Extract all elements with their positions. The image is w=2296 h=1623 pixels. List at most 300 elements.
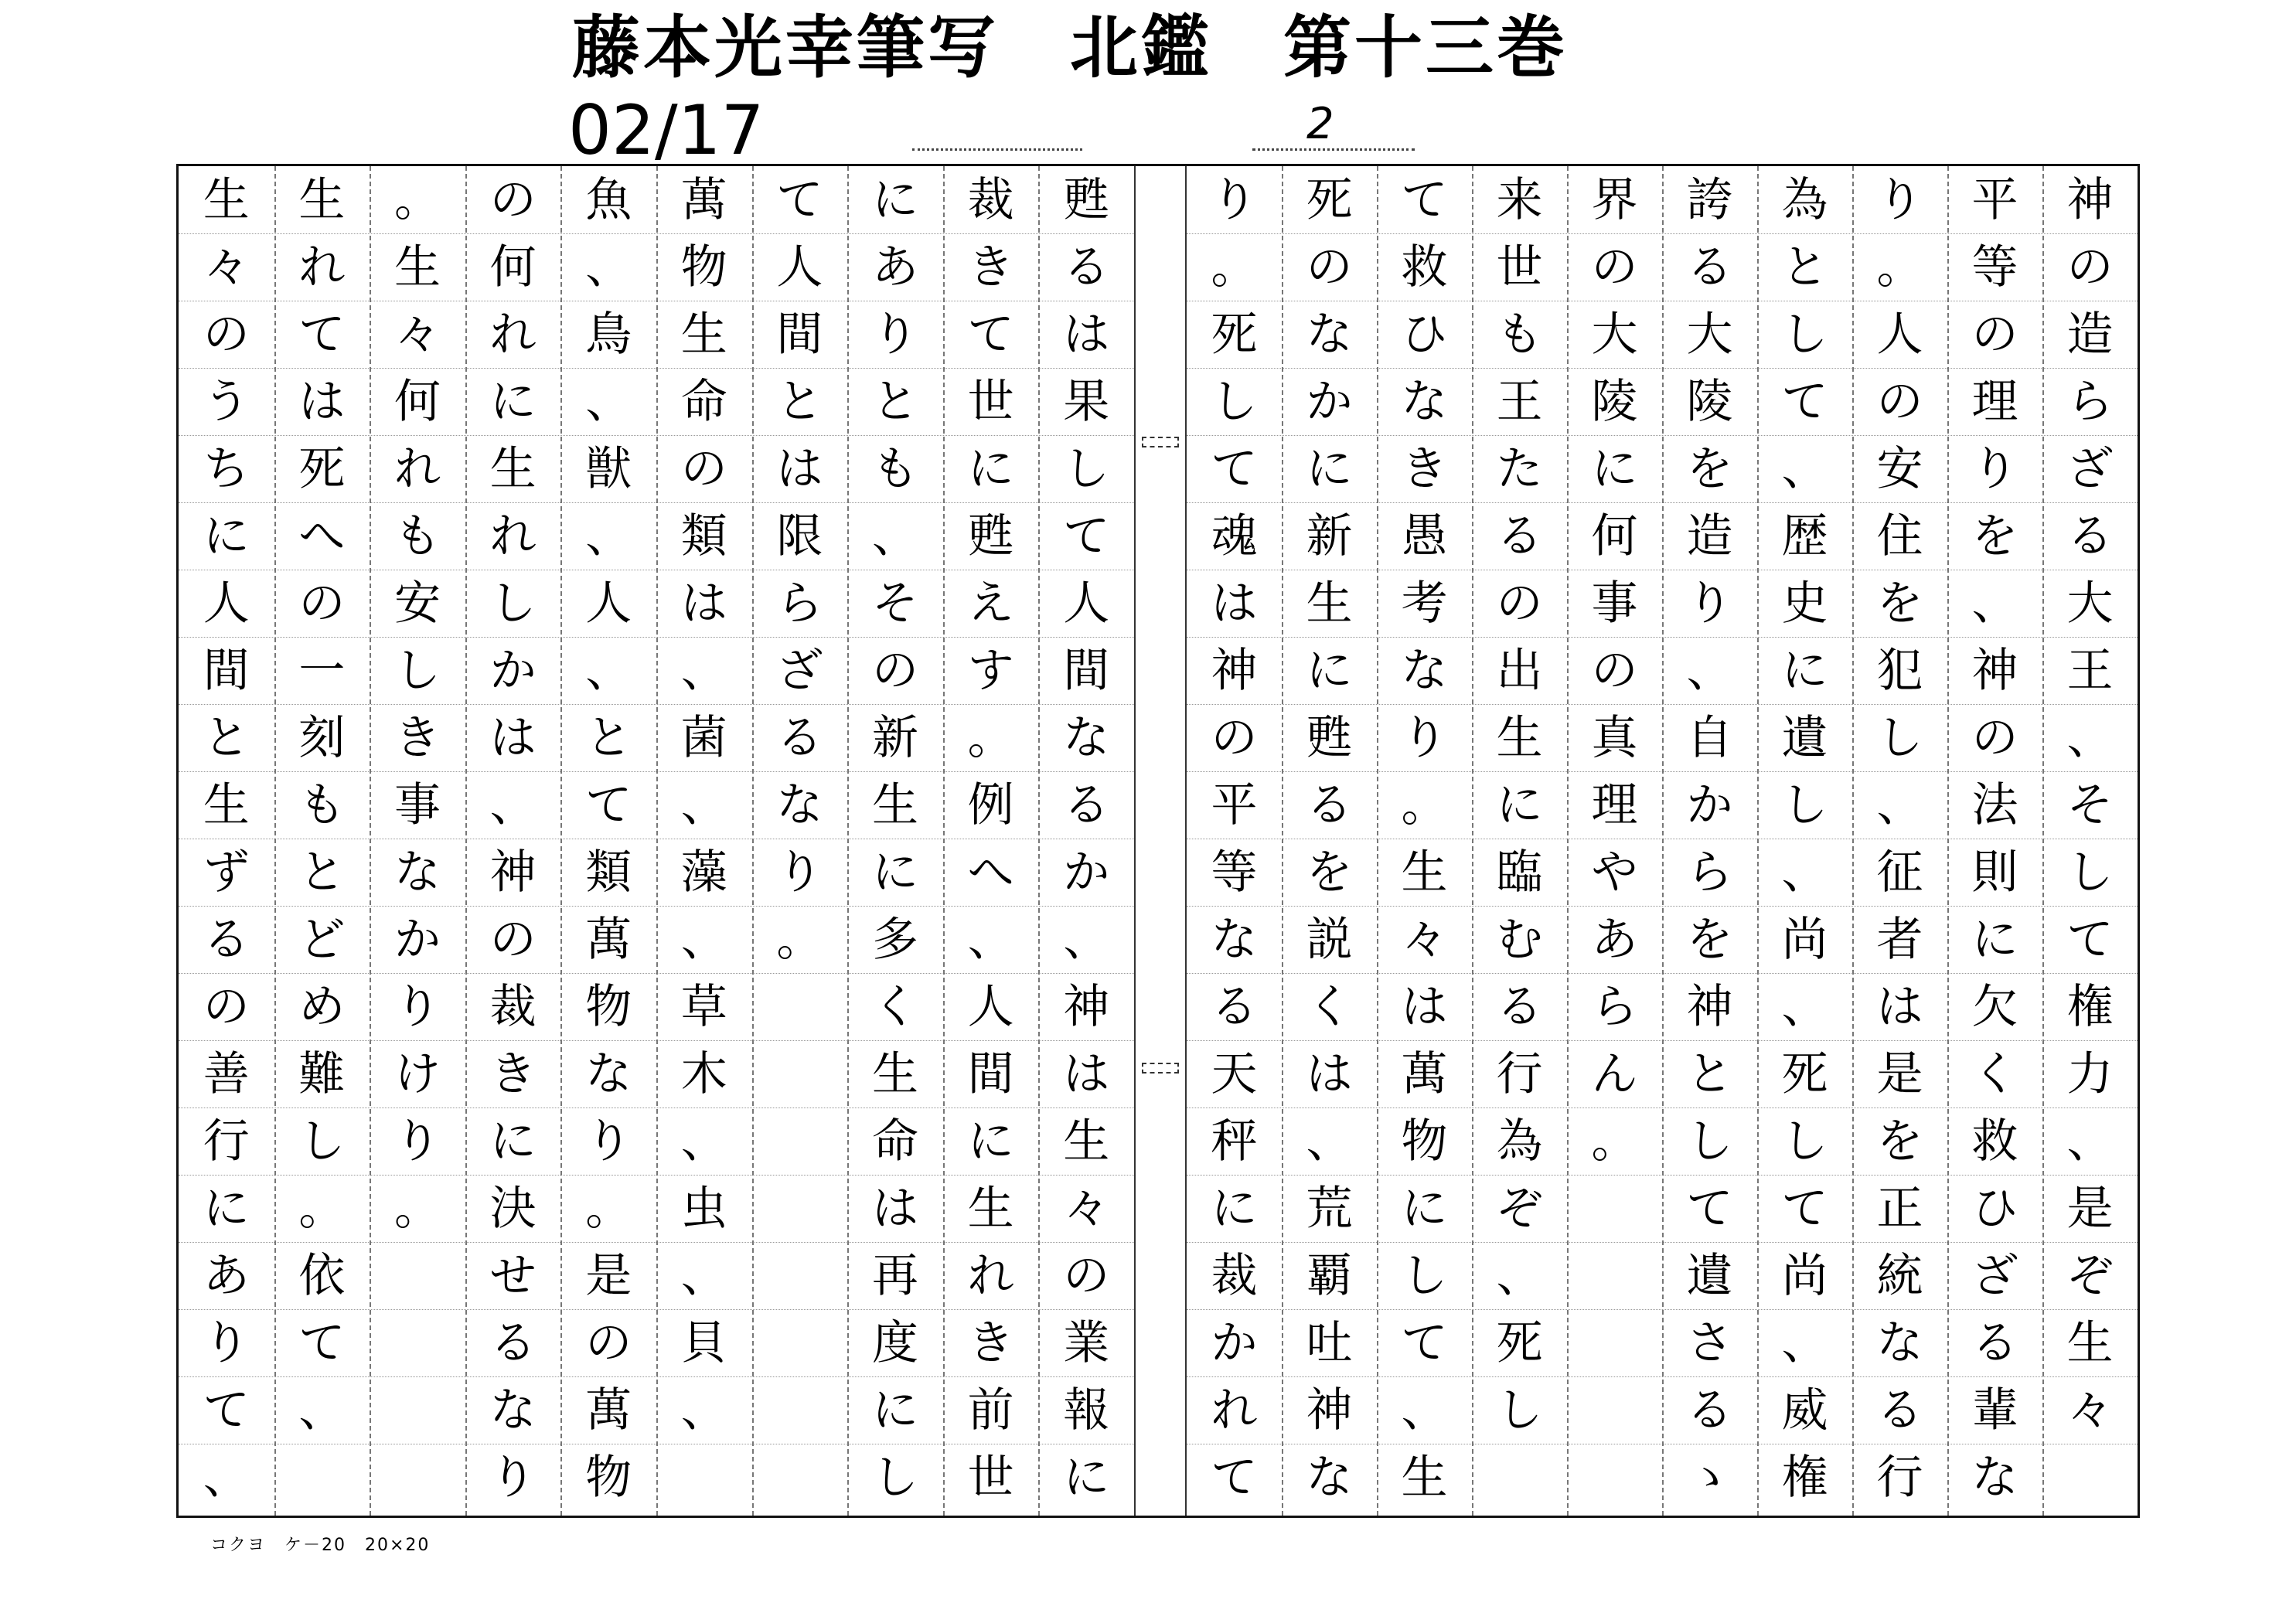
manuscript-cell: 人 — [1876, 307, 1923, 362]
manuscript-cell: て — [2066, 912, 2114, 967]
manuscript-cell: せ — [489, 1248, 537, 1303]
manuscript-cell — [1472, 1444, 1567, 1511]
manuscript-cell: ゝ — [1686, 1450, 1733, 1505]
manuscript-cell: と — [298, 845, 346, 900]
manuscript-cell: ひ — [1401, 307, 1448, 362]
manuscript-cell: な — [585, 1046, 632, 1101]
manuscript-cell: 、 — [680, 777, 727, 832]
manuscript-cell: る — [1496, 979, 1543, 1034]
manuscript-cell: る — [1211, 979, 1258, 1034]
manuscript-cell: 生 — [871, 777, 918, 832]
manuscript-cell: 、 — [1876, 777, 1923, 832]
manuscript-cell: 生 — [1306, 576, 1353, 631]
manuscript-cell: に — [1781, 643, 1828, 698]
manuscript-cell — [656, 1444, 752, 1511]
manuscript-cell: 行 — [1496, 1046, 1543, 1101]
manuscript-cell: す — [967, 643, 1014, 698]
manuscript-cell: を — [1686, 912, 1733, 967]
manuscript-cell: も — [298, 777, 346, 832]
manuscript-cell: 新 — [871, 710, 918, 765]
manuscript-cell: の — [585, 1315, 632, 1370]
manuscript-cell: の — [1591, 240, 1638, 294]
manuscript-cell: め — [298, 979, 346, 1034]
manuscript-cell: る — [2066, 509, 2114, 563]
manuscript-cell: は — [298, 374, 346, 429]
manuscript-cell: の — [1211, 710, 1258, 765]
manuscript-cell: の — [298, 576, 346, 631]
manuscript-cell: ら — [776, 576, 823, 631]
manuscript-cell: 尚 — [1781, 1248, 1828, 1303]
manuscript-cell: に — [1063, 1450, 1110, 1505]
manuscript-cell: ど — [298, 912, 346, 967]
manuscript-cell: 権 — [1781, 1450, 1828, 1505]
manuscript-cell — [752, 1376, 848, 1444]
manuscript-cell: さ — [1686, 1315, 1733, 1370]
manuscript-cell: 、 — [585, 240, 632, 294]
manuscript-cell: 果 — [1063, 374, 1110, 429]
manuscript-cell: 新 — [1306, 509, 1353, 563]
manuscript-cell: 。 — [393, 1181, 441, 1236]
manuscript-cell: 人 — [585, 576, 632, 631]
manuscript-cell: に — [871, 845, 918, 900]
manuscript-cell: 々 — [1401, 912, 1448, 967]
manuscript-cell: 間 — [203, 643, 250, 698]
manuscript-cell: 大 — [2066, 576, 2114, 631]
manuscript-cell: 萬 — [680, 172, 727, 227]
manuscript-cell: 世 — [967, 1450, 1014, 1505]
manuscript-cell: 人 — [203, 576, 250, 631]
manuscript-cell: れ — [1211, 1383, 1258, 1438]
manuscript-cell: し — [1781, 307, 1828, 362]
manuscript-cell: 、 — [1781, 979, 1828, 1034]
manuscript-cell: に — [1591, 441, 1638, 496]
manuscript-cell: た — [1496, 441, 1543, 496]
manuscript-cell: 虫 — [680, 1181, 727, 1236]
manuscript-cell: 死 — [1306, 172, 1353, 227]
manuscript-column — [1472, 166, 1567, 1516]
manuscript-cell: る — [1496, 509, 1543, 563]
manuscript-column — [2042, 166, 2138, 1516]
manuscript-cell: 考 — [1401, 576, 1448, 631]
manuscript-cell: 、 — [585, 509, 632, 563]
manuscript-cell: 神 — [1211, 643, 1258, 698]
manuscript-cell: ら — [2066, 374, 2114, 429]
manuscript-cell: や — [1591, 845, 1638, 900]
manuscript-cell: 世 — [1496, 240, 1543, 294]
manuscript-cell: り — [1401, 710, 1448, 765]
manuscript-cell — [1567, 1376, 1662, 1444]
manuscript-cell: な — [776, 777, 823, 832]
manuscript-cell: る — [1686, 1383, 1733, 1438]
manuscript-cell: 者 — [1876, 912, 1923, 967]
manuscript-cell: う — [203, 374, 250, 429]
manuscript-cell: し — [1496, 1383, 1543, 1438]
manuscript-cell: に — [489, 1114, 537, 1169]
manuscript-cell — [752, 973, 848, 1040]
manuscript-cell: の — [1591, 643, 1638, 698]
manuscript-cell: き — [967, 1315, 1014, 1370]
manuscript-cell: 安 — [393, 576, 441, 631]
manuscript-cell: き — [393, 710, 441, 765]
manuscript-cell: し — [1211, 374, 1258, 429]
manuscript-cell: し — [1686, 1114, 1733, 1169]
manuscript-cell: 々 — [393, 307, 441, 362]
manuscript-cell: の — [489, 912, 537, 967]
manuscript-cell: り — [393, 1114, 441, 1169]
manuscript-cell: あ — [203, 1248, 250, 1303]
manuscript-cell: 、 — [967, 912, 1014, 967]
binding-spine — [1134, 166, 1187, 1516]
manuscript-cell: ら — [1686, 845, 1733, 900]
manuscript-column — [370, 166, 465, 1516]
manuscript-cell: 真 — [1591, 710, 1638, 765]
manuscript-cell: 正 — [1876, 1181, 1923, 1236]
manuscript-column — [1662, 166, 1757, 1516]
manuscript-cell: 甦 — [967, 509, 1014, 563]
manuscript-cell: 大 — [1686, 307, 1733, 362]
manuscript-column — [1038, 166, 1134, 1516]
manuscript-cell: あ — [1591, 912, 1638, 967]
manuscript-cell: り — [776, 845, 823, 900]
manuscript-cell: 神 — [489, 845, 537, 900]
manuscript-cell: 々 — [1063, 1181, 1110, 1236]
manuscript-cell: に — [1306, 441, 1353, 496]
manuscript-cell: 類 — [680, 509, 727, 563]
manuscript-cell: か — [1211, 1315, 1258, 1370]
manuscript-cell: 、 — [489, 777, 537, 832]
manuscript-cell: 犯 — [1876, 643, 1923, 698]
manuscript-cell: と — [585, 710, 632, 765]
manuscript-cell: 、 — [1496, 1248, 1543, 1303]
manuscript-cell: 王 — [1496, 374, 1543, 429]
manuscript-cell: る — [489, 1315, 537, 1370]
manuscript-cell: 。 — [967, 710, 1014, 765]
manuscript-cell: 陵 — [1686, 374, 1733, 429]
manuscript-cell — [1567, 1175, 1662, 1242]
manuscript-cell: へ — [967, 845, 1014, 900]
manuscript-cell: の — [489, 172, 537, 227]
manuscript-cell: 度 — [871, 1315, 918, 1370]
manuscript-cell: 菌 — [680, 710, 727, 765]
manuscript-cell: れ — [393, 441, 441, 496]
manuscript-cell: け — [393, 1046, 441, 1101]
manuscript-cell: て — [1211, 1450, 1258, 1505]
manuscript-cell: は — [1211, 576, 1258, 631]
manuscript-cell — [752, 1175, 848, 1242]
manuscript-cell: 命 — [871, 1114, 918, 1169]
manuscript-column — [943, 166, 1039, 1516]
manuscript-cell: 吐 — [1306, 1315, 1353, 1370]
manuscript-cell — [752, 1108, 848, 1175]
manuscript-cell: 生 — [1496, 710, 1543, 765]
manuscript-cell: 萬 — [1401, 1046, 1448, 1101]
manuscript-cell: 限 — [776, 509, 823, 563]
manuscript-cell: 間 — [967, 1046, 1014, 1101]
manuscript-cell: な — [1306, 307, 1353, 362]
manuscript-cell: は — [1063, 1046, 1110, 1101]
manuscript-cell: 、 — [680, 1248, 727, 1303]
manuscript-cell: 行 — [203, 1114, 250, 1169]
manuscript-cell: 生 — [489, 441, 537, 496]
manuscript-cell: 前 — [967, 1383, 1014, 1438]
manuscript-cell: 是 — [2066, 1181, 2114, 1236]
manuscript-cell: て — [1781, 1181, 1828, 1236]
manuscript-left-half — [179, 166, 1134, 1516]
manuscript-cell: り — [1211, 172, 1258, 227]
manuscript-column — [1757, 166, 1852, 1516]
manuscript-cell: か — [1686, 777, 1733, 832]
manuscript-cell: 。 — [1591, 1114, 1638, 1169]
manuscript-cell: 等 — [1211, 845, 1258, 900]
document-date: 02/17 — [568, 90, 765, 170]
manuscript-cell: て — [1211, 441, 1258, 496]
manuscript-cell: そ — [2066, 777, 2114, 832]
manuscript-cell: ず — [203, 845, 250, 900]
manuscript-cell: の — [871, 643, 918, 698]
manuscript-column — [1852, 166, 1947, 1516]
manuscript-cell: 物 — [1401, 1114, 1448, 1169]
manuscript-cell: 人 — [967, 979, 1014, 1034]
manuscript-cell — [274, 1444, 370, 1511]
manuscript-cell: は — [680, 576, 727, 631]
manuscript-cell: 草 — [680, 979, 727, 1034]
manuscript-cell: り — [1876, 172, 1923, 227]
manuscript-cell: へ — [298, 509, 346, 563]
manuscript-cell: ぞ — [1496, 1181, 1543, 1236]
manuscript-column — [465, 166, 561, 1516]
manuscript-cell: 神 — [2066, 172, 2114, 227]
manuscript-cell: に — [871, 1383, 918, 1438]
manuscript-cell: 類 — [585, 845, 632, 900]
manuscript-cell: 法 — [1971, 777, 2018, 832]
manuscript-cell: れ — [489, 307, 537, 362]
manuscript-cell: か — [1063, 845, 1110, 900]
manuscript-cell: 神 — [1306, 1383, 1353, 1438]
manuscript-cell: 鳥 — [585, 307, 632, 362]
manuscript-cell: て — [1063, 509, 1110, 563]
document-title: 藤本光幸筆写 北鑑 第十三巻 — [572, 8, 1569, 87]
manuscript-cell: ひ — [1971, 1181, 2018, 1236]
manuscript-cell: 、 — [680, 643, 727, 698]
spine-mark-bottom — [1142, 1063, 1179, 1073]
manuscript-cell: 貝 — [680, 1315, 727, 1370]
manuscript-cell: の — [1971, 710, 2018, 765]
manuscript-cell: 何 — [1591, 509, 1638, 563]
manuscript-cell: に — [1496, 777, 1543, 832]
manuscript-cell: 一 — [298, 643, 346, 698]
manuscript-cell: 威 — [1781, 1383, 1828, 1438]
manuscript-cell: と — [871, 374, 918, 429]
manuscript-cell: て — [298, 307, 346, 362]
manuscript-cell: 甦 — [1306, 710, 1353, 765]
manuscript-cell: 死 — [1211, 307, 1258, 362]
manuscript-cell: 々 — [203, 240, 250, 294]
manuscript-cell: は — [1306, 1046, 1353, 1101]
manuscript-cell: り — [393, 979, 441, 1034]
manuscript-cell: な — [1401, 374, 1448, 429]
manuscript-cell: 則 — [1971, 845, 2018, 900]
manuscript-cell: の — [1496, 576, 1543, 631]
manuscript-cell: て — [967, 307, 1014, 362]
manuscript-cell: 物 — [680, 240, 727, 294]
manuscript-column — [1567, 166, 1662, 1516]
manuscript-cell: 報 — [1063, 1383, 1110, 1438]
manuscript-cell: 物 — [585, 1450, 632, 1505]
page-number-line-left — [912, 148, 1082, 151]
manuscript-cell: り — [1686, 576, 1733, 631]
manuscript-cell: 事 — [393, 777, 441, 832]
manuscript-cell: 難 — [298, 1046, 346, 1101]
manuscript-cell: ち — [203, 441, 250, 496]
manuscript-cell: な — [489, 1383, 537, 1438]
manuscript-cell: あ — [871, 240, 918, 294]
manuscript-cell: 生 — [203, 172, 250, 227]
manuscript-cell: 欠 — [1971, 979, 2018, 1034]
manuscript-cell: 命 — [680, 374, 727, 429]
manuscript-cell: く — [1971, 1046, 2018, 1101]
manuscript-cell: 大 — [1591, 307, 1638, 362]
manuscript-cell: 救 — [1971, 1114, 2018, 1169]
manuscript-cell: 世 — [967, 374, 1014, 429]
manuscript-cell — [370, 1376, 465, 1444]
manuscript-cell: 遺 — [1781, 710, 1828, 765]
manuscript-cell: 等 — [1971, 240, 2018, 294]
manuscript-cell: り — [489, 1450, 537, 1505]
manuscript-cell: に — [1971, 912, 2018, 967]
manuscript-cell: 何 — [489, 240, 537, 294]
manuscript-cell: と — [1781, 240, 1828, 294]
manuscript-cell: 為 — [1496, 1114, 1543, 1169]
manuscript-cell: る — [1876, 1383, 1923, 1438]
manuscript-cell: 人 — [776, 240, 823, 294]
manuscript-cell: 覇 — [1306, 1248, 1353, 1303]
manuscript-cell: て — [1401, 1315, 1448, 1370]
manuscript-cell: 輩 — [1971, 1383, 2018, 1438]
manuscript-cell: 、 — [871, 509, 918, 563]
manuscript-cell: 、 — [680, 912, 727, 967]
manuscript-cell — [752, 1444, 848, 1511]
manuscript-cell: し — [298, 1114, 346, 1169]
manuscript-cell: 裁 — [967, 172, 1014, 227]
manuscript-cell: 生 — [871, 1046, 918, 1101]
manuscript-cell: ら — [1591, 979, 1638, 1034]
manuscript-cell: 、 — [2066, 710, 2114, 765]
manuscript-cell: 刻 — [298, 710, 346, 765]
manuscript-cell: 出 — [1496, 643, 1543, 698]
manuscript-cell: 藻 — [680, 845, 727, 900]
manuscript-cell: 征 — [1876, 845, 1923, 900]
manuscript-column — [1377, 166, 1472, 1516]
manuscript-cell: 、 — [1401, 1383, 1448, 1438]
manuscript-cell: 。 — [1211, 240, 1258, 294]
manuscript-cell — [370, 1444, 465, 1511]
manuscript-cell: に — [1211, 1181, 1258, 1236]
manuscript-cell: 決 — [489, 1181, 537, 1236]
manuscript-cell: に — [1401, 1181, 1448, 1236]
manuscript-cell: 尚 — [1781, 912, 1828, 967]
manuscript-cell: 造 — [2066, 307, 2114, 362]
page-number: 2 — [1306, 99, 1334, 149]
manuscript-cell: は — [871, 1181, 918, 1236]
manuscript-cell: て — [776, 172, 823, 227]
manuscript-cell: 業 — [1063, 1315, 1110, 1370]
manuscript-column — [179, 166, 274, 1516]
manuscript-cell: 。 — [585, 1181, 632, 1236]
manuscript-cell: 来 — [1496, 172, 1543, 227]
manuscript-cell: 魂 — [1211, 509, 1258, 563]
manuscript-column — [752, 166, 848, 1516]
manuscript-cell: か — [1306, 374, 1353, 429]
manuscript-cell: 死 — [1496, 1315, 1543, 1370]
manuscript-cell: し — [2066, 845, 2114, 900]
manuscript-cell: 救 — [1401, 240, 1448, 294]
manuscript-cell: 、 — [298, 1383, 346, 1438]
manuscript-cell: 、 — [1306, 1114, 1353, 1169]
manuscript-cell: 々 — [2066, 1383, 2114, 1438]
manuscript-cell: て — [298, 1315, 346, 1370]
manuscript-cell: し — [1401, 1248, 1448, 1303]
manuscript-cell: 、 — [585, 643, 632, 698]
manuscript-cell: 秤 — [1211, 1114, 1258, 1169]
manuscript-cell: 生 — [298, 172, 346, 227]
manuscript-cell: 天 — [1211, 1046, 1258, 1101]
manuscript-cell: 、 — [1781, 441, 1828, 496]
manuscript-cell: る — [203, 912, 250, 967]
manuscript-cell: に — [203, 1181, 250, 1236]
manuscript-cell: な — [1401, 643, 1448, 698]
manuscript-cell: の — [1306, 240, 1353, 294]
manuscript-cell: 、 — [680, 1383, 727, 1438]
manuscript-cell: か — [489, 643, 537, 698]
manuscript-cell: 人 — [1063, 576, 1110, 631]
manuscript-cell: 歴 — [1781, 509, 1828, 563]
manuscript-cell: 生 — [2066, 1315, 2114, 1370]
manuscript-cell: も — [393, 509, 441, 563]
manuscript-cell: と — [776, 374, 823, 429]
manuscript-cell: に — [489, 374, 537, 429]
manuscript-column — [1947, 166, 2042, 1516]
manuscript-column — [560, 166, 656, 1516]
manuscript-cell: 萬 — [585, 1383, 632, 1438]
manuscript-cell: の — [680, 441, 727, 496]
manuscript-sheet — [176, 164, 2140, 1518]
manuscript-cell: は — [1401, 979, 1448, 1034]
manuscript-cell: 死 — [298, 441, 346, 496]
manuscript-cell: 力 — [2066, 1046, 2114, 1101]
manuscript-cell: も — [1496, 307, 1543, 362]
manuscript-cell: 、 — [1063, 912, 1110, 967]
manuscript-cell: 神 — [1971, 643, 2018, 698]
manuscript-cell: り — [871, 307, 918, 362]
manuscript-cell: て — [1686, 1181, 1733, 1236]
manuscript-cell: を — [1306, 845, 1353, 900]
manuscript-cell: を — [1876, 1114, 1923, 1169]
manuscript-cell: し — [1063, 441, 1110, 496]
manuscript-cell: て — [1401, 172, 1448, 227]
manuscript-cell: 。 — [1876, 240, 1923, 294]
manuscript-cell: て — [585, 777, 632, 832]
manuscript-cell: か — [393, 912, 441, 967]
manuscript-cell: れ — [489, 509, 537, 563]
manuscript-cell: 自 — [1686, 710, 1733, 765]
manuscript-cell: 木 — [680, 1046, 727, 1101]
manuscript-cell: 生 — [1401, 845, 1448, 900]
manuscript-column — [656, 166, 752, 1516]
manuscript-cell: 、 — [680, 1114, 727, 1169]
manuscript-cell: り — [1971, 441, 2018, 496]
manuscript-cell: の — [1971, 307, 2018, 362]
manuscript-cell: に — [967, 1114, 1014, 1169]
